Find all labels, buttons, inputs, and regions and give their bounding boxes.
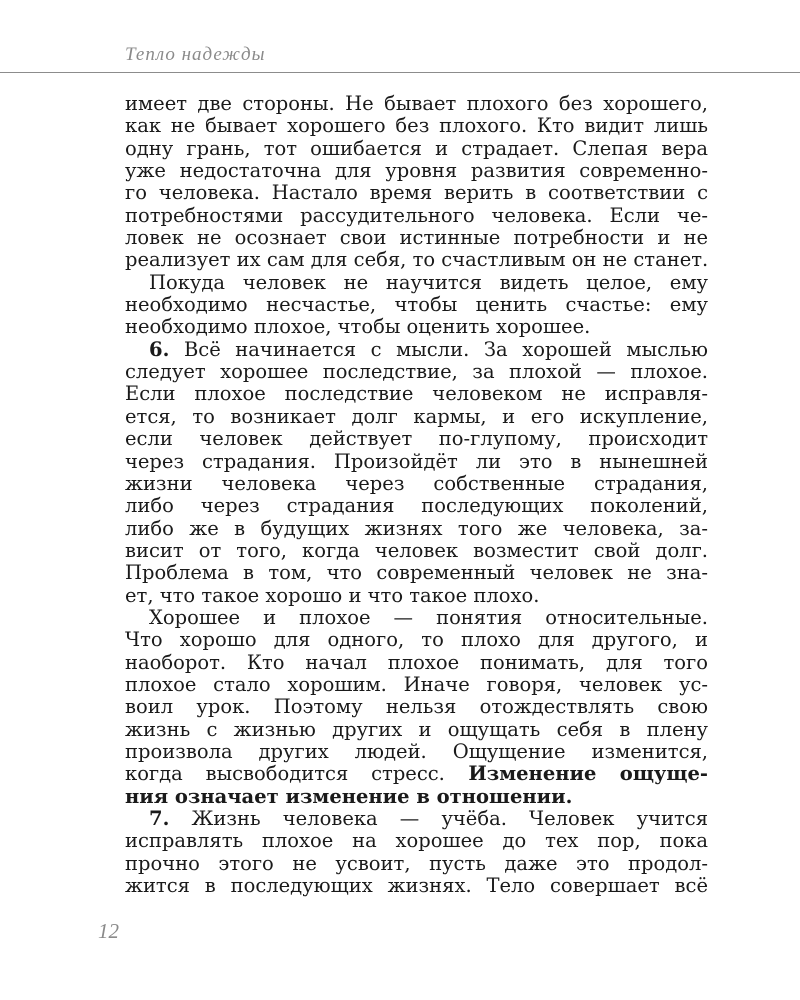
page-number: 12 bbox=[98, 919, 119, 943]
text-line bbox=[125, 719, 708, 741]
text-line bbox=[125, 585, 708, 607]
text-line bbox=[125, 249, 708, 271]
text-segment: жится в последующих жизнях. Тело совершает всё bbox=[125, 874, 708, 898]
text-line bbox=[125, 115, 708, 137]
text-segment: когда высвободится стресс. bbox=[125, 762, 445, 786]
text-line bbox=[125, 875, 708, 897]
text-segment: Покуда человек не научится видеть целое, ему bbox=[149, 270, 708, 294]
text-segment: реализует их сам для себя, то счастливым он не станет. bbox=[125, 248, 709, 272]
text-line bbox=[125, 853, 708, 875]
text-line bbox=[125, 160, 708, 182]
text-line bbox=[125, 182, 708, 204]
text-line bbox=[125, 674, 708, 696]
text-line bbox=[125, 607, 708, 629]
text-line bbox=[125, 562, 708, 584]
text-line bbox=[125, 786, 708, 808]
text-line bbox=[125, 830, 708, 852]
text-segment: одну грань, тот ошибается и страдает. Слепая вера bbox=[125, 136, 708, 160]
text-segment: уже недостаточна для уровня развития современно- bbox=[125, 159, 708, 183]
text-segment: следует хорошее последствие, за плохой — плохое. bbox=[125, 360, 708, 384]
text-segment: произвола других людей. Ощущение изменится, bbox=[125, 739, 708, 763]
bold-text-segment: 6. bbox=[149, 337, 170, 361]
text-segment: ловек не осознает свои истинные потребности и не bbox=[125, 226, 708, 250]
text-segment: воил урок. Поэтому нельзя отождествлять свою bbox=[125, 695, 708, 719]
text-line bbox=[125, 383, 708, 405]
text-line bbox=[125, 473, 708, 495]
text-segment: Что хорошо для одного, то плохо для другого, и bbox=[125, 628, 708, 652]
text-line bbox=[125, 93, 708, 115]
text-line bbox=[125, 495, 708, 517]
text-line bbox=[125, 518, 708, 540]
text-segment: потребностями рассудительного человека. Если че- bbox=[125, 203, 708, 227]
text-line bbox=[125, 294, 708, 316]
text-segment: если человек действует по-глупому, происходит bbox=[125, 427, 708, 451]
text-segment: Всё начинается с мысли. За хорошей мыслью bbox=[169, 337, 708, 361]
text-line bbox=[125, 629, 708, 651]
text-segment: Если плохое последствие человеком не исправля- bbox=[125, 382, 708, 406]
text-line bbox=[125, 339, 708, 361]
text-line bbox=[125, 406, 708, 428]
bold-text-segment: 7. bbox=[149, 807, 170, 830]
text-line bbox=[125, 741, 708, 763]
text-segment: через страдания. Произойдёт ли это в нынешней bbox=[125, 449, 708, 473]
text-line bbox=[125, 451, 708, 473]
text-segment: необходимо плохое, чтобы оценить хорошее. bbox=[125, 315, 591, 339]
text-segment: жизнь с жизнью других и ощущать себя в плену bbox=[125, 717, 708, 741]
text-segment: Хорошее и плохое — понятия относительные. bbox=[149, 605, 708, 629]
text-segment: плохое стало хорошим. Иначе говоря, человек ус- bbox=[125, 672, 708, 696]
bold-text-segment: ния означает изменение в отношении. bbox=[125, 784, 573, 808]
text-segment: жизни человека через собственные страдания, bbox=[125, 471, 708, 495]
text-line bbox=[125, 540, 708, 562]
text-line bbox=[125, 227, 708, 249]
text-segment: как не бывает хорошего без плохого. Кто видит лишь bbox=[125, 114, 708, 138]
text-line bbox=[125, 696, 708, 718]
text-segment: Жизнь человека — учёба. Человек учится bbox=[169, 807, 708, 830]
text-line bbox=[125, 205, 708, 227]
running-title: Тепло надежды bbox=[125, 44, 266, 65]
text-segment: наоборот. Кто начал плохое понимать, для того bbox=[125, 650, 708, 674]
header-rule bbox=[0, 72, 800, 73]
text-segment: го человека. Настало время верить в соответствии с bbox=[125, 181, 708, 205]
text-line bbox=[125, 428, 708, 450]
text-segment: либо через страдания последующих поколений, bbox=[125, 494, 708, 518]
bold-text-segment: Изменение ощуще- bbox=[444, 762, 708, 786]
text-segment: необходимо несчастье, чтобы ценить счастье: ему bbox=[125, 293, 708, 317]
text-segment: исправлять плохое на хорошее до тех пор, пока bbox=[125, 829, 708, 853]
text-line bbox=[125, 652, 708, 674]
text-line bbox=[125, 316, 708, 338]
text-segment: висит от того, когда человек возместит свой долг. bbox=[125, 538, 708, 562]
text-segment: либо же в будущих жизнях того же человека, за- bbox=[125, 516, 708, 540]
text-line bbox=[125, 272, 708, 294]
text-segment: Проблема в том, что современный человек не зна- bbox=[125, 561, 708, 585]
text-line bbox=[125, 138, 708, 160]
text-line bbox=[125, 361, 708, 383]
text-line bbox=[125, 763, 708, 785]
body-text bbox=[125, 93, 708, 897]
text-line bbox=[125, 808, 708, 830]
text-segment: прочно этого не усвоит, пусть даже это продол- bbox=[125, 851, 708, 875]
text-segment: ет, что такое хорошо и что такое плохо. bbox=[125, 583, 540, 607]
text-segment: ется, то возникает долг кармы, и его искупление, bbox=[125, 404, 708, 428]
text-segment: имеет две стороны. Не бывает плохого без хорошего, bbox=[125, 92, 708, 115]
